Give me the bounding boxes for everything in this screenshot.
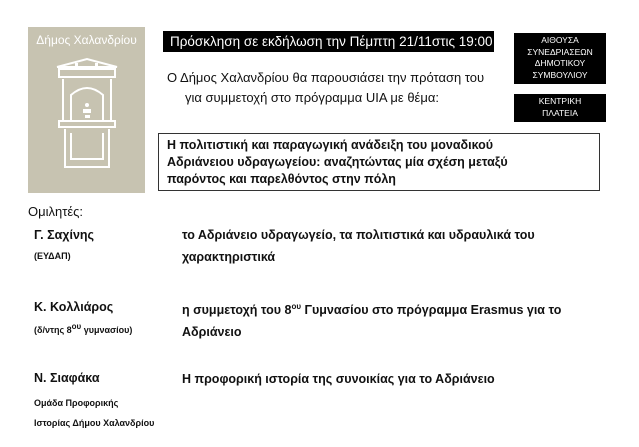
- talk-line-1: το Αδριάνειο υδραγωγείο, τα πολιτιστικά και υδραυλικά του: [182, 228, 535, 242]
- talk-text: η συμμετοχή του 8: [182, 303, 292, 318]
- affiliation-line-1: Ομάδα Προφορικής: [34, 398, 119, 408]
- topic-line-2: Αδριάνειου υδραγωγείου: αναζητώντας μία σχέση μεταξύ: [167, 155, 508, 169]
- topic-box: [158, 133, 600, 191]
- speaker-affiliation: [34, 322, 132, 335]
- venue-line: ΣΥΝΕΔΡΙΑΣΕΩΝ: [527, 46, 593, 57]
- intro-text: [167, 68, 507, 108]
- venue-central-square-box: [514, 94, 606, 122]
- speaker-talk: [182, 296, 561, 343]
- venue-line: ΠΛΑΤΕΙΑ: [542, 107, 578, 118]
- speaker-affiliation: (ΕΥΔΑΠ): [34, 251, 71, 261]
- topic-line-1: Η πολιτιστική και παραγωγική ανάδειξη του μοναδικού: [167, 138, 494, 152]
- speaker-name: Γ. Σαχίνης: [34, 228, 95, 242]
- venue-line: ΚΕΝΤΡΙΚΗ: [538, 96, 582, 106]
- affiliation-text: (δ/ντης 8: [34, 325, 72, 335]
- aqueduct-emblem-icon: [53, 57, 121, 179]
- invitation-banner: Πρόσκληση σε εκδήλωση την Πέμπτη 21/11στις 19:00: [163, 31, 494, 52]
- affiliation-text: γυμνασίου): [81, 325, 133, 335]
- venue-council-hall-box: [514, 33, 606, 84]
- venue-line: ΣΥΜΒΟΥΛΙΟΥ: [532, 69, 588, 80]
- speaker-name: Κ. Κολλιάρος: [34, 300, 114, 314]
- municipality-logo: [28, 27, 145, 193]
- talk-line-2: Αδριάνειο: [182, 325, 242, 340]
- speaker-affiliation: [34, 393, 154, 433]
- talk-line-1: [182, 296, 561, 321]
- talk-text: Γυμνασίου στο πρόγραμμα Erasmus για το: [301, 303, 562, 318]
- speakers-heading: Ομιλητές:: [28, 204, 84, 219]
- speaker-talk: Η προφορική ιστορία της συνοικίας για το Αδριάνειο: [182, 372, 495, 386]
- talk-superscript: ου: [291, 302, 301, 311]
- affiliation-superscript: ου: [71, 322, 82, 331]
- venue-line: ΔΗΜΟΤΙΚΟΥ: [534, 58, 586, 68]
- affiliation-line-2: Ιστορίας Δήμου Χαλανδρίου: [34, 418, 155, 428]
- topic-line-3: παρόντος και παρελθόντος στην πόλη: [167, 172, 396, 186]
- logo-label: Δήμος Χαλανδρίου: [36, 33, 137, 47]
- talk-line-2: χαρακτηριστικά: [182, 250, 276, 264]
- venue-line: ΑΙΘΟΥΣΑ: [541, 35, 579, 45]
- speaker-name: Ν. Σιαφάκα: [34, 371, 100, 385]
- speaker-talk: [182, 224, 535, 268]
- intro-line-1: Ο Δήμος Χαλανδρίου θα παρουσιάσει την πρόταση του: [167, 70, 485, 85]
- intro-line-2: για συμμετοχή στο πρόγραμμα UIA με θέμα:: [185, 90, 439, 105]
